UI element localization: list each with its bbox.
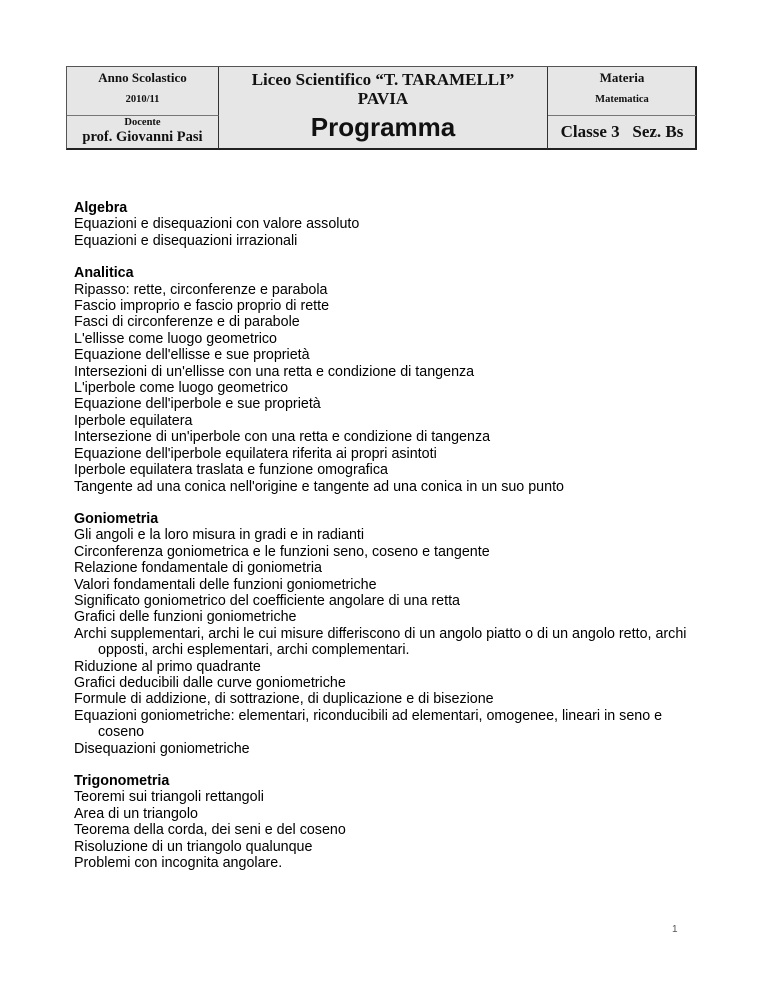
section-title: Trigonometria [74, 773, 170, 789]
list-item: Relazione fondamentale di goniometria [74, 560, 322, 577]
list-item: Area di un triangolo [74, 805, 198, 822]
list-item: Equazione dell'iperbole e sue proprietà [74, 396, 321, 413]
list-item: Fascio improprio e fascio proprio di rette [74, 298, 330, 315]
page-number: 1 [672, 924, 678, 935]
class-section: Classe 3 Sez. Bs [560, 122, 684, 141]
subject-label: Materia [599, 70, 645, 85]
teacher-name: prof. Giovanni Pasi [82, 129, 203, 145]
list-item: Iperbole equilatera traslata e funzione omografica [74, 462, 388, 479]
list-item: Teorema della corda, dei seni e del coseno [74, 822, 346, 839]
section-title: Analitica [74, 265, 134, 282]
list-item: Tangente ad una conica nell'origine e tangente ad una conica in un suo punto [74, 478, 564, 495]
list-item: Formule di addizione, di sottrazione, di duplicazione e di bisezione [74, 691, 494, 708]
list-item: L'iperbole come luogo geometrico [74, 380, 289, 397]
list-item: Valori fondamentali delle funzioni goniometriche [74, 576, 377, 593]
school-name: Liceo Scientifico “T. TARAMELLI” [251, 70, 515, 89]
list-item: Problemi con incognita angolare. [74, 855, 283, 872]
list-item: Gli angoli e la loro misura in gradi e in radianti [74, 527, 365, 544]
teacher-cell [67, 116, 219, 149]
list-item: Riduzione al primo quadrante [74, 658, 261, 675]
list-item: Intersezioni di un'ellisse con una retta e condizione di tangenza [74, 363, 475, 380]
school-city: PAVIA [357, 89, 409, 108]
list-item: Intersezione di un'iperbole con una retta e condizione di tangenza [74, 429, 491, 446]
school-year-value: 2010/11 [125, 94, 160, 105]
list-item: Teoremi sui triangoli rettangoli [74, 789, 264, 806]
section-analitica [74, 265, 694, 495]
section-title: Algebra [74, 200, 128, 216]
list-item: Ripasso: rette, circonferenze e parabola [74, 281, 328, 298]
list-item: Significato goniometrico del coefficiente angolare di una retta [74, 592, 460, 609]
list-item: Equazioni e disequazioni con valore assoluto [74, 216, 360, 233]
section-trigonometria [74, 773, 694, 871]
section-title: Goniometria [74, 510, 159, 527]
list-item: Disequazioni goniometriche [74, 740, 250, 757]
list-item: Equazione dell'ellisse e sue proprietà [74, 347, 310, 364]
document-title: Programma [310, 112, 456, 142]
class-cell [548, 116, 696, 149]
school-year-label: Anno Scolastico [98, 70, 187, 85]
subject-value: Matematica [595, 94, 649, 105]
list-item: Grafici delle funzioni goniometriche [74, 609, 297, 626]
list-item: Equazioni goniometriche: elementari, riconducibili ad elementari, omogenee, lineari in seno e coseno [74, 707, 663, 741]
section-algebra [74, 200, 694, 249]
header-table [66, 66, 697, 150]
list-item: Iperbole equilatera [74, 412, 193, 429]
program-content [74, 200, 694, 887]
list-item: Equazioni e disequazioni irrazionali [74, 232, 298, 249]
list-item: Equazione dell'iperbole equilatera riferita ai propri asintoti [74, 445, 437, 462]
list-item: L'ellisse come luogo geometrico [74, 330, 277, 347]
subject-cell [548, 67, 696, 116]
school-cell [219, 67, 548, 149]
list-item: Circonferenza goniometrica e le funzioni seno, coseno e tangente [74, 543, 490, 560]
list-item: Archi supplementari, archi le cui misure differiscono di un angolo piatto o di un angolo retto, archi opposti, archi esplementari, archi complementari. [74, 625, 687, 659]
list-item: Risoluzione di un triangolo qualunque [74, 838, 313, 855]
section-goniometria [74, 511, 694, 757]
teacher-label: Docente [124, 117, 161, 128]
list-item: Grafici deducibili dalle curve goniometriche [74, 674, 346, 691]
list-item: Fasci di circonferenze e di parabole [74, 314, 300, 331]
school-year-cell [67, 67, 219, 116]
